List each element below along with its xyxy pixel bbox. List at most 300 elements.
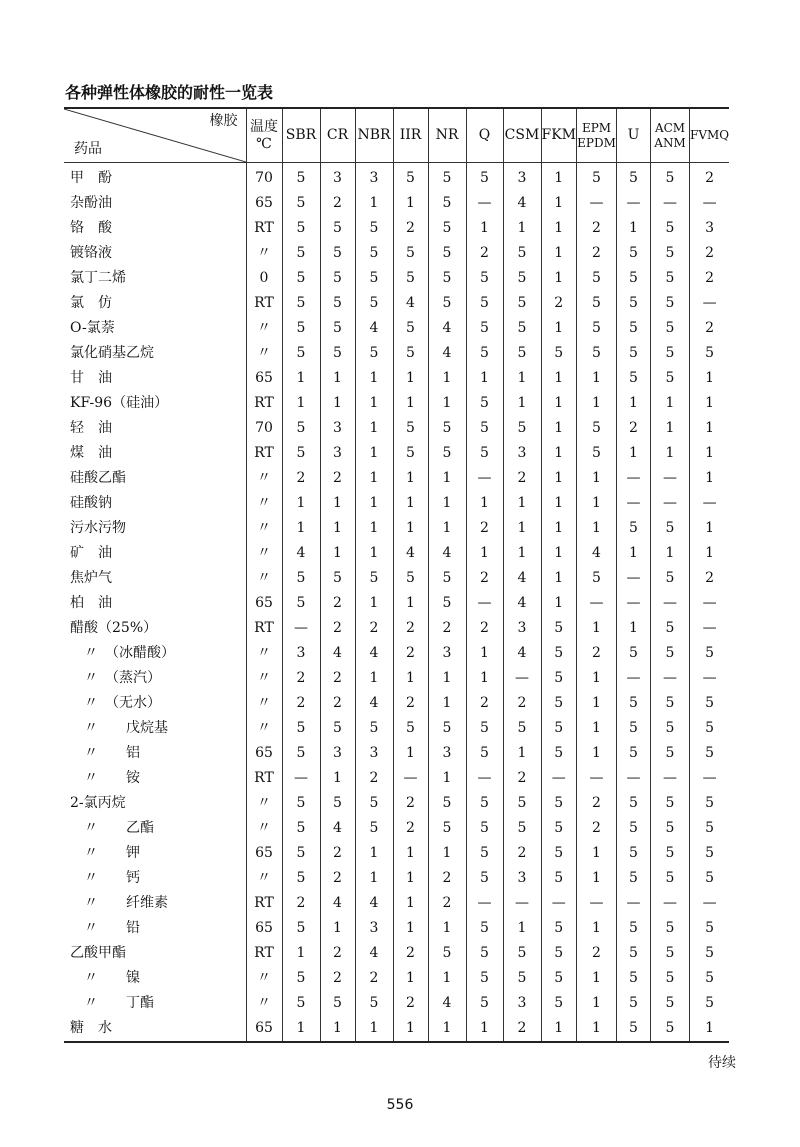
rating-cell: 1	[577, 841, 617, 866]
chemical-name-cell: 〃 纤维素	[64, 891, 246, 916]
rating-cell: 5	[651, 641, 690, 666]
rating-cell: 5	[617, 691, 651, 716]
table-row	[64, 191, 729, 216]
rating-cell: 5	[355, 266, 393, 291]
rating-cell: 5	[393, 341, 428, 366]
rating-cell: 1	[617, 441, 651, 466]
rating-cell: 2	[503, 466, 541, 491]
rating-cell: —	[541, 766, 577, 791]
rating-cell: —	[651, 591, 690, 616]
table-row	[64, 366, 729, 391]
table-row	[64, 441, 729, 466]
rating-cell: 5	[541, 341, 577, 366]
rating-cell: —	[282, 766, 320, 791]
rating-cell: 1	[320, 1016, 355, 1042]
rating-cell: 1	[428, 516, 466, 541]
rating-cell: 4	[355, 691, 393, 716]
rating-cell: —	[690, 891, 730, 916]
rating-cell: 5	[617, 966, 651, 991]
rating-cell: 1	[577, 366, 617, 391]
temperature-cell: 〃	[246, 716, 282, 741]
rating-cell: 5	[393, 416, 428, 441]
rating-cell: 5	[466, 416, 503, 441]
rating-cell: 5	[651, 941, 690, 966]
rating-cell: 1	[355, 391, 393, 416]
rating-cell: 5	[355, 991, 393, 1016]
rating-cell: 5	[355, 341, 393, 366]
rating-cell: 2	[503, 841, 541, 866]
rating-cell: 1	[503, 366, 541, 391]
rating-cell: —	[466, 891, 503, 916]
rating-cell: —	[617, 891, 651, 916]
rating-cell: 5	[393, 316, 428, 341]
rating-cell: 1	[355, 666, 393, 691]
rating-cell: —	[577, 766, 617, 791]
table-row	[64, 741, 729, 766]
temperature-cell: 〃	[246, 991, 282, 1016]
rating-cell: 1	[466, 1016, 503, 1042]
rating-cell: 1	[577, 616, 617, 641]
column-header-text: Q	[478, 127, 491, 143]
rating-cell: 5	[393, 441, 428, 466]
rating-cell: 5	[651, 741, 690, 766]
rating-cell: 5	[428, 216, 466, 241]
rating-cell: 2	[617, 416, 651, 441]
rating-cell: 5	[651, 216, 690, 241]
rating-cell: 5	[320, 291, 355, 316]
temperature-cell: 〃	[246, 241, 282, 266]
table-row	[64, 691, 729, 716]
temperature-cell: 〃	[246, 491, 282, 516]
temperature-cell: 〃	[246, 516, 282, 541]
rating-cell: 5	[651, 716, 690, 741]
rating-cell: 4	[503, 566, 541, 591]
rating-cell: 4	[355, 941, 393, 966]
rating-cell: 5	[541, 666, 577, 691]
rating-cell: 2	[541, 291, 577, 316]
rating-cell: 5	[690, 916, 730, 941]
temperature-header-line1: 温度	[250, 118, 278, 135]
rating-cell: 1	[320, 366, 355, 391]
rating-cell: 5	[320, 341, 355, 366]
rating-cell: 1	[355, 366, 393, 391]
column-header-text: CSM	[504, 127, 540, 143]
temperature-cell: 〃	[246, 966, 282, 991]
rating-cell: 1	[393, 1016, 428, 1042]
rating-cell: 2	[690, 163, 730, 192]
rating-cell: 5	[651, 916, 690, 941]
temperature-cell: 〃	[246, 466, 282, 491]
rating-cell: 4	[282, 541, 320, 566]
rating-cell: —	[651, 766, 690, 791]
rating-cell: 1	[541, 241, 577, 266]
temperature-cell: 65	[246, 191, 282, 216]
rating-cell: 1	[466, 366, 503, 391]
column-header-text: SBR	[285, 127, 317, 143]
chemical-name-cell: 2-氯丙烷	[64, 791, 246, 816]
column-header-text: EPM	[581, 120, 612, 135]
column-header	[320, 108, 355, 163]
temperature-cell: 70	[246, 163, 282, 192]
table-title: 各种弹性体橡胶的耐性一览表	[65, 83, 274, 102]
rating-cell: 5	[428, 941, 466, 966]
rating-cell: 5	[355, 216, 393, 241]
rating-cell: 2	[577, 791, 617, 816]
rating-cell: 5	[651, 816, 690, 841]
temperature-cell: RT	[246, 441, 282, 466]
rating-cell: 5	[651, 966, 690, 991]
rating-cell: —	[651, 466, 690, 491]
rating-cell: 5	[428, 163, 466, 192]
rating-cell: 5	[651, 316, 690, 341]
rating-cell: 5	[617, 741, 651, 766]
temperature-cell: 〃	[246, 316, 282, 341]
rating-cell: —	[541, 891, 577, 916]
table-row	[64, 1016, 729, 1042]
chemical-name-cell: 柏 油	[64, 591, 246, 616]
column-header-text: ANM	[654, 135, 686, 150]
rating-cell: 5	[428, 291, 466, 316]
rating-cell: 5	[282, 241, 320, 266]
rating-cell: —	[617, 466, 651, 491]
rating-cell: 1	[503, 741, 541, 766]
rating-cell: 4	[355, 316, 393, 341]
rating-cell: —	[690, 291, 730, 316]
rating-cell: 5	[617, 266, 651, 291]
rating-cell: 1	[355, 1016, 393, 1042]
rating-cell: 5	[541, 966, 577, 991]
rating-cell: 1	[355, 541, 393, 566]
rating-cell: 5	[428, 266, 466, 291]
rating-cell: 5	[651, 791, 690, 816]
rating-cell: 1	[541, 441, 577, 466]
rating-cell: 5	[541, 616, 577, 641]
temperature-cell: RT	[246, 941, 282, 966]
rating-cell: 2	[428, 866, 466, 891]
table-row	[64, 163, 729, 192]
rating-cell: 5	[690, 741, 730, 766]
rating-cell: 1	[541, 216, 577, 241]
rating-cell: 2	[355, 966, 393, 991]
rating-cell: 5	[428, 566, 466, 591]
rating-cell: 1	[577, 691, 617, 716]
page-number: 556	[386, 1097, 414, 1113]
rating-cell: 5	[355, 816, 393, 841]
rating-cell: 3	[503, 991, 541, 1016]
rating-cell: 2	[320, 866, 355, 891]
rating-cell: 5	[577, 163, 617, 192]
temperature-cell: RT	[246, 216, 282, 241]
column-header	[651, 108, 690, 163]
rating-cell: 1	[690, 516, 730, 541]
rating-cell: 2	[393, 691, 428, 716]
rating-cell: 1	[393, 841, 428, 866]
rating-cell: 1	[355, 866, 393, 891]
rating-cell: 4	[320, 891, 355, 916]
rating-cell: 5	[320, 716, 355, 741]
rating-cell: 3	[355, 741, 393, 766]
rating-cell: 1	[541, 163, 577, 192]
rating-cell: 5	[393, 163, 428, 192]
rating-cell: 2	[393, 616, 428, 641]
rating-cell: 1	[393, 741, 428, 766]
rating-cell: 5	[651, 241, 690, 266]
rating-cell: 3	[355, 163, 393, 192]
chemical-name-cell: 硅酸乙酯	[64, 466, 246, 491]
chemical-name-cell: 〃 戊烷基	[64, 716, 246, 741]
rating-cell: 5	[503, 266, 541, 291]
rating-cell: 1	[541, 566, 577, 591]
rating-cell: 1	[577, 666, 617, 691]
rating-cell: 3	[320, 741, 355, 766]
table-row	[64, 391, 729, 416]
rating-cell: 5	[355, 566, 393, 591]
rating-cell: 5	[617, 991, 651, 1016]
rating-cell: 5	[503, 716, 541, 741]
rating-cell: 3	[503, 616, 541, 641]
rating-cell: 1	[393, 466, 428, 491]
rating-cell: 1	[577, 966, 617, 991]
temperature-cell: 〃	[246, 791, 282, 816]
rating-cell: 5	[503, 241, 541, 266]
rating-cell: 2	[466, 516, 503, 541]
chemical-name-cell: 铬 酸	[64, 216, 246, 241]
rating-cell: 5	[577, 566, 617, 591]
rating-cell: 5	[466, 841, 503, 866]
chemical-name-cell: 轻 油	[64, 416, 246, 441]
temperature-cell: 0	[246, 266, 282, 291]
rating-cell: 4	[503, 641, 541, 666]
rating-cell: 3	[320, 163, 355, 192]
chemical-name-cell: 醋酸（25%）	[64, 616, 246, 641]
rating-cell: 5	[690, 866, 730, 891]
rating-cell: 1	[651, 391, 690, 416]
table-row	[64, 491, 729, 516]
column-header	[393, 108, 428, 163]
chemical-name-cell: 〃 镍	[64, 966, 246, 991]
table-row	[64, 266, 729, 291]
rating-cell: 5	[466, 163, 503, 192]
column-header-text: NR	[435, 127, 459, 143]
rating-cell: —	[651, 891, 690, 916]
rating-cell: 5	[320, 566, 355, 591]
rating-cell: 5	[466, 966, 503, 991]
rating-cell: 1	[651, 541, 690, 566]
rating-cell: 5	[466, 791, 503, 816]
rating-cell: 1	[320, 916, 355, 941]
table-row	[64, 291, 729, 316]
rating-cell: 1	[355, 516, 393, 541]
table-row	[64, 641, 729, 666]
rating-cell: 5	[428, 191, 466, 216]
rating-cell: 5	[466, 291, 503, 316]
rating-cell: 3	[503, 441, 541, 466]
rating-cell: 5	[282, 441, 320, 466]
rating-cell: 5	[690, 791, 730, 816]
rating-cell: 1	[541, 466, 577, 491]
rating-cell: 1	[541, 391, 577, 416]
chemical-name-cell: 甘 油	[64, 366, 246, 391]
column-header-text: NBR	[357, 127, 391, 143]
rating-cell: 5	[503, 816, 541, 841]
table-row	[64, 241, 729, 266]
rating-cell: 5	[541, 941, 577, 966]
rating-cell: 5	[466, 866, 503, 891]
rating-cell: 1	[541, 191, 577, 216]
rating-cell: 5	[282, 416, 320, 441]
chemical-name-cell: 糖 水	[64, 1016, 246, 1042]
rating-cell: 2	[282, 691, 320, 716]
temperature-cell: 〃	[246, 866, 282, 891]
temperature-cell: RT	[246, 891, 282, 916]
rating-cell: 5	[617, 941, 651, 966]
rating-cell: 2	[503, 766, 541, 791]
table-row	[64, 616, 729, 641]
rating-cell: 1	[690, 416, 730, 441]
rating-cell: 2	[466, 566, 503, 591]
rating-cell: 1	[503, 516, 541, 541]
rating-cell: 1	[577, 391, 617, 416]
rating-cell: 1	[503, 216, 541, 241]
rating-cell: 1	[541, 366, 577, 391]
column-header	[355, 108, 393, 163]
rating-cell: 5	[282, 866, 320, 891]
rating-cell: 1	[428, 841, 466, 866]
column-header	[466, 108, 503, 163]
rating-cell: —	[577, 591, 617, 616]
column-header-text: EPDM	[577, 135, 616, 150]
chemical-name-cell: 〃 （蒸汽）	[64, 666, 246, 691]
rating-cell: 5	[282, 966, 320, 991]
rating-cell: —	[466, 191, 503, 216]
rating-cell: 5	[466, 266, 503, 291]
rating-cell: 2	[428, 616, 466, 641]
header-row	[64, 108, 729, 163]
rating-cell: 1	[577, 991, 617, 1016]
rating-cell: 3	[282, 641, 320, 666]
rating-cell: 2	[320, 966, 355, 991]
rating-cell: 2	[503, 1016, 541, 1042]
continued-note: 待续	[708, 1055, 736, 1071]
rating-cell: 5	[282, 791, 320, 816]
rating-cell: —	[690, 491, 730, 516]
rating-cell: 1	[428, 766, 466, 791]
rating-cell: —	[651, 191, 690, 216]
rating-cell: 1	[503, 491, 541, 516]
rating-cell: 1	[577, 491, 617, 516]
rating-cell: 1	[690, 1016, 730, 1042]
rating-cell: 2	[320, 941, 355, 966]
rating-cell: 5	[651, 341, 690, 366]
rating-cell: 5	[651, 691, 690, 716]
chemical-name-cell: 〃 丁酯	[64, 991, 246, 1016]
rating-cell: 5	[651, 266, 690, 291]
rating-cell: 5	[577, 316, 617, 341]
rating-cell: 1	[393, 491, 428, 516]
chemical-name-cell: 〃 乙酯	[64, 816, 246, 841]
rating-cell: 5	[428, 416, 466, 441]
rating-cell: 1	[577, 866, 617, 891]
table-row	[64, 516, 729, 541]
rating-cell: 5	[541, 866, 577, 891]
rating-cell: 5	[466, 316, 503, 341]
rating-cell: 1	[617, 391, 651, 416]
rating-cell: 1	[690, 441, 730, 466]
rating-cell: 1	[541, 316, 577, 341]
rating-cell: 3	[503, 866, 541, 891]
chemical-name-cell: 硅酸钠	[64, 491, 246, 516]
rating-cell: 2	[320, 191, 355, 216]
column-header-text: CR	[326, 127, 349, 143]
rating-cell: 2	[320, 616, 355, 641]
rating-cell: 1	[466, 641, 503, 666]
rating-cell: —	[503, 666, 541, 691]
rating-cell: 3	[320, 441, 355, 466]
rating-cell: 5	[541, 641, 577, 666]
rating-cell: 5	[690, 341, 730, 366]
rating-cell: 5	[282, 591, 320, 616]
rating-cell: —	[466, 466, 503, 491]
rating-cell: —	[617, 566, 651, 591]
rating-cell: 5	[466, 816, 503, 841]
temperature-cell: 65	[246, 741, 282, 766]
rating-cell: —	[282, 616, 320, 641]
rating-cell: 1	[617, 616, 651, 641]
rating-cell: 1	[393, 916, 428, 941]
chemical-name-cell: 氯丁二烯	[64, 266, 246, 291]
chemical-name-cell: 焦炉气	[64, 566, 246, 591]
rating-cell: 5	[320, 241, 355, 266]
rating-cell: 1	[282, 391, 320, 416]
rating-cell: 3	[503, 163, 541, 192]
rating-cell: 1	[503, 541, 541, 566]
rating-cell: 1	[428, 366, 466, 391]
temperature-cell: 〃	[246, 691, 282, 716]
rating-cell: 5	[282, 163, 320, 192]
rating-cell: 5	[428, 791, 466, 816]
rating-cell: 5	[617, 341, 651, 366]
rating-cell: 5	[393, 266, 428, 291]
rating-cell: 5	[617, 866, 651, 891]
rating-cell: 5	[617, 716, 651, 741]
rating-cell: 2	[320, 591, 355, 616]
rating-cell: 2	[466, 616, 503, 641]
rating-cell: 1	[577, 916, 617, 941]
rating-cell: 5	[617, 316, 651, 341]
rating-cell: 1	[355, 491, 393, 516]
rating-cell: 1	[393, 591, 428, 616]
rating-cell: 2	[466, 691, 503, 716]
temperature-cell: 〃	[246, 666, 282, 691]
table-row	[64, 541, 729, 566]
rating-cell: 5	[428, 591, 466, 616]
rating-cell: 5	[690, 641, 730, 666]
temperature-cell: 65	[246, 591, 282, 616]
table-row	[64, 766, 729, 791]
rating-cell: 1	[428, 1016, 466, 1042]
rating-cell: 1	[393, 391, 428, 416]
rating-cell: 1	[577, 516, 617, 541]
rating-cell: —	[466, 766, 503, 791]
rating-cell: 2	[320, 466, 355, 491]
rating-cell: 1	[651, 441, 690, 466]
rating-cell: 4	[393, 291, 428, 316]
temperature-cell: RT	[246, 616, 282, 641]
rating-cell: 5	[503, 941, 541, 966]
rating-cell: 5	[466, 991, 503, 1016]
table-row	[64, 341, 729, 366]
rating-cell: 2	[320, 691, 355, 716]
